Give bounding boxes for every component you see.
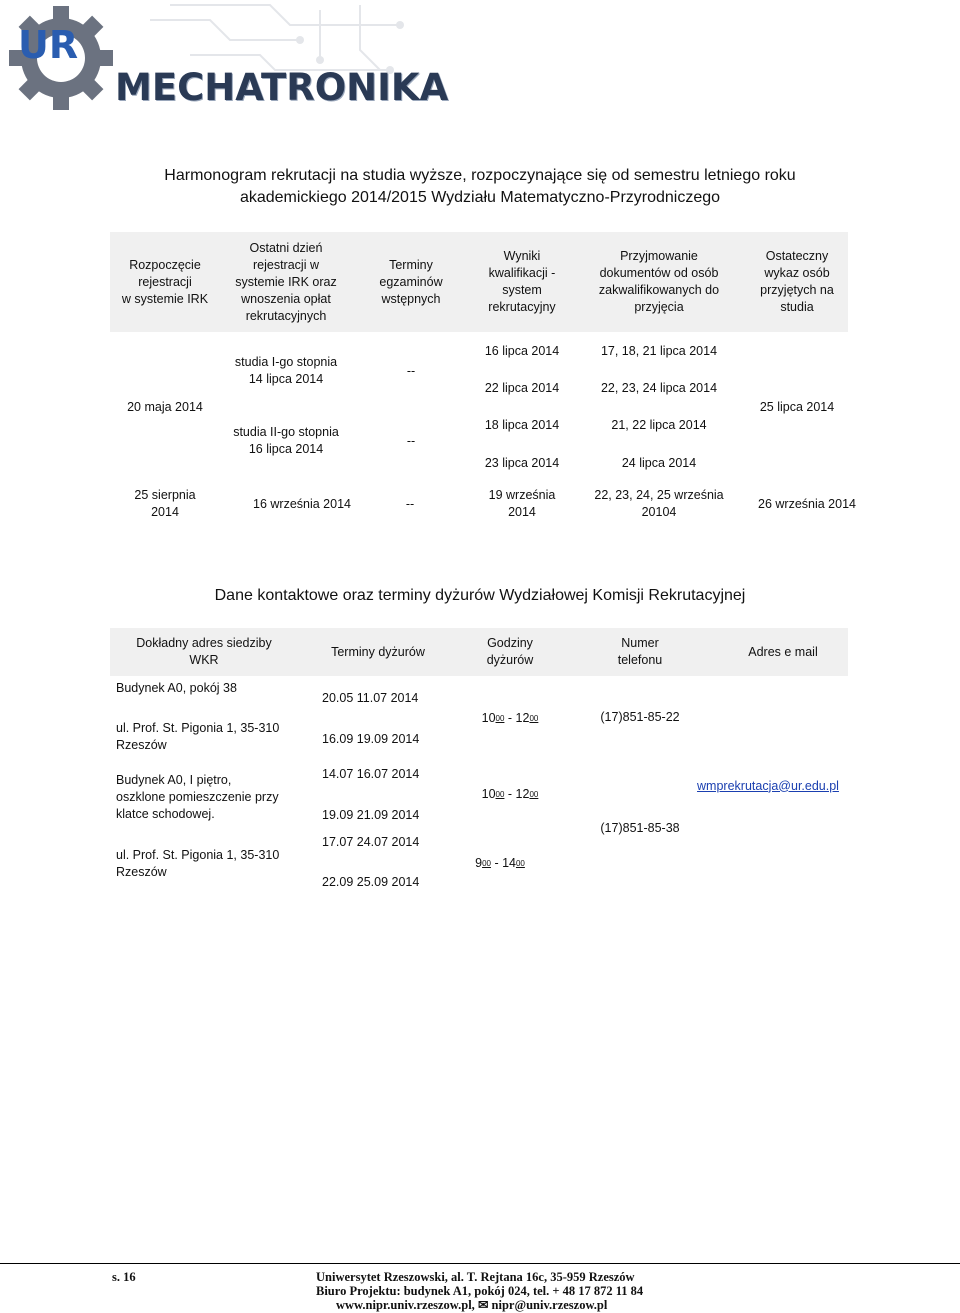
email-link[interactable] [680,776,856,796]
logo [0,0,449,130]
header-duty-dates: Terminy dyżurów [300,628,456,676]
row1-docs-2: 22, 23, 24 lipca 2014 [600,380,718,395]
row1-start-date: 20 maja 2014 [127,400,203,414]
duty-hours-3: 9 00 - 14 00 [475,855,525,870]
header-results: Wyniki kwalifikacji - system rekrutacyjny [472,232,572,332]
duty-hours-2: 10 00 - 12 00 [481,786,539,801]
page-number: s. 16 [112,1270,136,1284]
address1-room: Budynek A0, pokój 38 [116,680,237,695]
row2-docs: 22, 23, 24, 25 września 20104 [594,488,724,519]
row2-start-date: 25 sierpnia 2014 [134,488,196,519]
row1-docs-1: 17, 18, 21 lipca 2014 [600,343,718,358]
footer-email[interactable]: nipr@univ.rzeszow.pl [491,1298,608,1312]
footer-website[interactable]: www.nipr.univ.rzeszow.pl, [336,1298,475,1312]
duty-hours-1: 10 00 - 12 00 [481,710,539,725]
header-duty-hours: Godziny dyżurów [458,628,562,676]
address2-room: Budynek A0, I piętro, oszklone pomieszczenie przy klatce schodowej. [116,772,279,821]
row1-results-2: 22 lipca 2014 [484,380,560,395]
gear-logo-icon [6,6,116,110]
header-registration-start: Rozpoczęcie rejestracji w systemie IRK [110,232,220,332]
row1-level1-end: studia I-go stopnia 14 lipca 2014 [234,355,338,386]
address1-street: ul. Prof. St. Pigonia 1, 35-310 Rzeszów [116,721,280,752]
duty-date-3: 14.07 16.07 2014 [322,766,420,781]
row1-results-1: 16 lipca 2014 [484,343,560,358]
duty-date-1: 20.05 11.07 2014 [322,690,419,705]
header-final-list: Ostateczny wykaz osób przyjętych na studia [746,232,848,332]
header-address: Dokładny adres siedziby WKR [110,628,298,676]
row1-results-3: 18 lipca 2014 [484,417,560,432]
duty-date-2: 16.09 19.09 2014 [322,731,420,746]
row1-exam-level2: -- [406,433,416,448]
row1-docs-4: 24 lipca 2014 [621,455,697,470]
brand-wordmark: MECHATRONIKA [115,66,449,109]
envelope-icon: ✉ [477,1298,489,1312]
row2-final-list: 26 września 2014 [758,496,856,511]
contact-section-title: Dane kontaktowe oraz terminy dyżurów Wydziałowej Komisji Rekrutacyjnej [214,587,746,604]
row1-docs-3: 21, 22 lipca 2014 [611,417,707,432]
row2-registration-end: 16 września 2014 [253,496,351,511]
row1-level2-end: studia II-go stopnia 16 lipca 2014 [233,425,339,456]
footer-contacts [336,1298,607,1313]
footer-project-office: Biuro Projektu: budynek A1, pokój 024, tel. + 48 17 872 11 84 [316,1284,644,1298]
row2-results: 19 września 2014 [488,488,556,519]
header-exams: Terminy egzaminów wstępnych [352,232,470,332]
page-title-line2: akademickiego 2014/2015 Wydziału Matematyczno-Przyrodniczego [239,189,721,206]
row1-final-list: 25 lipca 2014 [759,400,835,414]
header-documents: Przyjmowanie dokumentów od osób zakwalifikowanych do przyjęcia [574,232,744,332]
header-registration-end: Ostatni dzień rejestracji w systemie IRK oraz wnoszenia opłat rekrutacyjnych [222,232,350,332]
svg-text:UR: UR [18,23,79,67]
email-address[interactable]: wmprekrutacja@ur.edu.pl [697,778,839,793]
row1-results-4: 23 lipca 2014 [484,455,560,470]
header-email: Adres e mail [718,628,848,676]
duty-date-5: 17.07 24.07 2014 [322,834,420,849]
page-title-line1: Harmonogram rekrutacji na studia wyższe, rozpoczynające się od semestru letniego roku [164,167,796,184]
footer-university: Uniwersytet Rzeszowski, al. T. Rejtana 16c, 35-959 Rzeszów [316,1270,635,1284]
address2-street: ul. Prof. St. Pigonia 1, 35-310 Rzeszów [116,848,280,879]
duty-date-6: 22.09 25.09 2014 [322,874,420,889]
header-phone: Numer telefonu [564,628,716,676]
phone-2: (17)851-85-38 [600,820,680,835]
duty-date-4: 19.09 21.09 2014 [322,807,420,822]
phone-1: (17)851-85-22 [600,709,680,724]
footer-divider [0,1263,960,1264]
row2-exam: -- [405,496,415,511]
row1-exam-level1: -- [406,363,416,378]
